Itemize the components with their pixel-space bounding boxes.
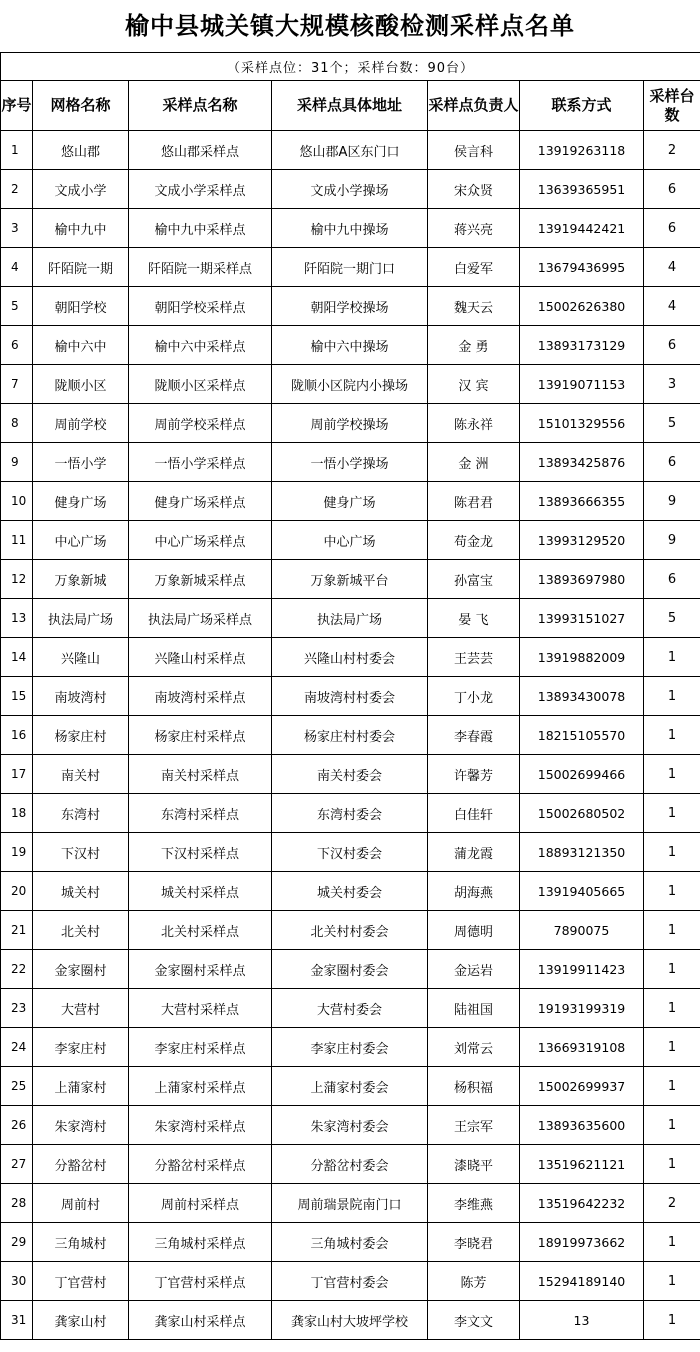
- cell-address: 南关村委会: [272, 755, 428, 794]
- cell-contact: 13993151027: [520, 599, 644, 638]
- cell-count: 1: [644, 1106, 700, 1145]
- table-row: [1, 599, 700, 638]
- cell-index: 10: [1, 482, 33, 521]
- cell-contact: 13893666355: [520, 482, 644, 521]
- cell-count: 6: [644, 560, 700, 599]
- table-row: [1, 209, 700, 248]
- cell-manager: 李晓君: [428, 1223, 520, 1262]
- cell-grid: 下汉村: [33, 833, 129, 872]
- cell-site: 丁官营村采样点: [129, 1262, 272, 1301]
- table-row: [1, 1067, 700, 1106]
- cell-address: 下汉村委会: [272, 833, 428, 872]
- cell-count: 6: [644, 326, 700, 365]
- cell-grid: 中心广场: [33, 521, 129, 560]
- table-row: [1, 755, 700, 794]
- cell-manager: 王芸芸: [428, 638, 520, 677]
- cell-contact: 7890075: [520, 911, 644, 950]
- cell-count: 4: [644, 287, 700, 326]
- cell-contact: 13919071153: [520, 365, 644, 404]
- cell-address: 阡陌院一期门口: [272, 248, 428, 287]
- cell-grid: 阡陌院一期: [33, 248, 129, 287]
- cell-count: 1: [644, 677, 700, 716]
- cell-count: 4: [644, 248, 700, 287]
- cell-address: 分豁岔村委会: [272, 1145, 428, 1184]
- cell-index: 28: [1, 1184, 33, 1223]
- cell-contact: 13919263118: [520, 131, 644, 170]
- cell-grid: 万象新城: [33, 560, 129, 599]
- header-row: [1, 81, 700, 131]
- cell-site: 文成小学采样点: [129, 170, 272, 209]
- cell-grid: 丁官营村: [33, 1262, 129, 1301]
- cell-count: 9: [644, 482, 700, 521]
- cell-contact: 13919405665: [520, 872, 644, 911]
- table-row: [1, 1028, 700, 1067]
- cell-contact: 18919973662: [520, 1223, 644, 1262]
- cell-index: 26: [1, 1106, 33, 1145]
- cell-index: 9: [1, 443, 33, 482]
- cell-contact: 13993129520: [520, 521, 644, 560]
- cell-count: 1: [644, 833, 700, 872]
- cell-manager: 刘常云: [428, 1028, 520, 1067]
- cell-index: 23: [1, 989, 33, 1028]
- cell-count: 6: [644, 170, 700, 209]
- cell-grid: 南坡湾村: [33, 677, 129, 716]
- cell-index: 29: [1, 1223, 33, 1262]
- cell-contact: 13639365951: [520, 170, 644, 209]
- cell-contact: 15294189140: [520, 1262, 644, 1301]
- cell-index: 7: [1, 365, 33, 404]
- cell-site: 周前村采样点: [129, 1184, 272, 1223]
- cell-manager: 苟金龙: [428, 521, 520, 560]
- cell-site: 三角城村采样点: [129, 1223, 272, 1262]
- table-row: [1, 950, 700, 989]
- table-row: [1, 560, 700, 599]
- cell-contact: 13893697980: [520, 560, 644, 599]
- cell-grid: 朱家湾村: [33, 1106, 129, 1145]
- cell-site: 悠山郡采样点: [129, 131, 272, 170]
- table-row: [1, 170, 700, 209]
- cell-manager: 侯言科: [428, 131, 520, 170]
- subtitle-row: [1, 53, 700, 81]
- cell-site: 龚家山村采样点: [129, 1301, 272, 1340]
- cell-manager: 王宗军: [428, 1106, 520, 1145]
- cell-address: 健身广场: [272, 482, 428, 521]
- cell-site: 周前学校采样点: [129, 404, 272, 443]
- cell-contact: 13519621121: [520, 1145, 644, 1184]
- cell-index: 5: [1, 287, 33, 326]
- cell-site: 杨家庄村采样点: [129, 716, 272, 755]
- header-count: 采样台数: [644, 81, 700, 131]
- cell-address: 上蒲家村委会: [272, 1067, 428, 1106]
- cell-site: 南坡湾村采样点: [129, 677, 272, 716]
- cell-count: 2: [644, 1184, 700, 1223]
- cell-manager: 丁小龙: [428, 677, 520, 716]
- table-row: [1, 521, 700, 560]
- cell-count: 1: [644, 794, 700, 833]
- cell-grid: 兴隆山: [33, 638, 129, 677]
- table-row: [1, 1301, 700, 1340]
- cell-index: 24: [1, 1028, 33, 1067]
- cell-contact: 13919911423: [520, 950, 644, 989]
- cell-manager: 陈芳: [428, 1262, 520, 1301]
- cell-index: 20: [1, 872, 33, 911]
- cell-index: 11: [1, 521, 33, 560]
- header-manager: 采样点负责人: [428, 81, 520, 131]
- cell-manager: 宋众贤: [428, 170, 520, 209]
- cell-manager: 许馨芳: [428, 755, 520, 794]
- cell-contact: 19193199319: [520, 989, 644, 1028]
- cell-address: 陇顺小区院内小操场: [272, 365, 428, 404]
- cell-count: 6: [644, 443, 700, 482]
- cell-index: 3: [1, 209, 33, 248]
- cell-contact: 18893121350: [520, 833, 644, 872]
- cell-contact: 15002626380: [520, 287, 644, 326]
- cell-address: 执法局广场: [272, 599, 428, 638]
- cell-contact: 13679436995: [520, 248, 644, 287]
- cell-grid: 三角城村: [33, 1223, 129, 1262]
- cell-manager: 蒋兴亮: [428, 209, 520, 248]
- cell-index: 1: [1, 131, 33, 170]
- cell-manager: 晏 飞: [428, 599, 520, 638]
- cell-grid: 朝阳学校: [33, 287, 129, 326]
- table-row: [1, 989, 700, 1028]
- cell-index: 12: [1, 560, 33, 599]
- cell-manager: 陈君君: [428, 482, 520, 521]
- cell-grid: 悠山郡: [33, 131, 129, 170]
- table-row: [1, 131, 700, 170]
- cell-site: 一悟小学采样点: [129, 443, 272, 482]
- cell-manager: 孙富宝: [428, 560, 520, 599]
- cell-address: 城关村委会: [272, 872, 428, 911]
- cell-address: 丁官营村委会: [272, 1262, 428, 1301]
- cell-site: 南关村采样点: [129, 755, 272, 794]
- cell-manager: 杨积福: [428, 1067, 520, 1106]
- cell-count: 3: [644, 365, 700, 404]
- cell-index: 18: [1, 794, 33, 833]
- cell-grid: 周前村: [33, 1184, 129, 1223]
- cell-manager: 蒲龙霞: [428, 833, 520, 872]
- cell-index: 16: [1, 716, 33, 755]
- cell-count: 1: [644, 1145, 700, 1184]
- cell-site: 万象新城采样点: [129, 560, 272, 599]
- table-row: [1, 287, 700, 326]
- cell-site: 城关村采样点: [129, 872, 272, 911]
- cell-count: 1: [644, 989, 700, 1028]
- cell-site: 北关村采样点: [129, 911, 272, 950]
- cell-index: 8: [1, 404, 33, 443]
- table-row: [1, 1184, 700, 1223]
- cell-contact: 13669319108: [520, 1028, 644, 1067]
- cell-site: 金家圈村采样点: [129, 950, 272, 989]
- cell-grid: 龚家山村: [33, 1301, 129, 1340]
- cell-address: 朝阳学校操场: [272, 287, 428, 326]
- table-row: [1, 1262, 700, 1301]
- cell-grid: 分豁岔村: [33, 1145, 129, 1184]
- cell-address: 朱家湾村委会: [272, 1106, 428, 1145]
- cell-contact: 15101329556: [520, 404, 644, 443]
- cell-count: 1: [644, 638, 700, 677]
- table-row: [1, 833, 700, 872]
- cell-grid: 北关村: [33, 911, 129, 950]
- cell-contact: 13893635600: [520, 1106, 644, 1145]
- cell-grid: 东湾村: [33, 794, 129, 833]
- cell-index: 6: [1, 326, 33, 365]
- cell-site: 榆中九中采样点: [129, 209, 272, 248]
- cell-grid: 金家圈村: [33, 950, 129, 989]
- cell-address: 榆中六中操场: [272, 326, 428, 365]
- cell-count: 1: [644, 1301, 700, 1340]
- cell-address: 榆中九中操场: [272, 209, 428, 248]
- subtitle: （采样点位：31个；采样台数：90台）: [1, 53, 700, 81]
- cell-contact: 13893425876: [520, 443, 644, 482]
- cell-grid: 李家庄村: [33, 1028, 129, 1067]
- cell-index: 27: [1, 1145, 33, 1184]
- header-grid: 网格名称: [33, 81, 129, 131]
- cell-address: 三角城村委会: [272, 1223, 428, 1262]
- cell-address: 龚家山村大坡坪学校: [272, 1301, 428, 1340]
- cell-count: 1: [644, 1067, 700, 1106]
- cell-count: 1: [644, 755, 700, 794]
- cell-grid: 大营村: [33, 989, 129, 1028]
- cell-manager: 金 洲: [428, 443, 520, 482]
- cell-site: 朝阳学校采样点: [129, 287, 272, 326]
- cell-manager: 李维燕: [428, 1184, 520, 1223]
- cell-index: 14: [1, 638, 33, 677]
- cell-site: 上蒲家村采样点: [129, 1067, 272, 1106]
- cell-site: 健身广场采样点: [129, 482, 272, 521]
- header-address: 采样点具体地址: [272, 81, 428, 131]
- cell-site: 东湾村采样点: [129, 794, 272, 833]
- cell-contact: 18215105570: [520, 716, 644, 755]
- table-row: [1, 365, 700, 404]
- cell-address: 东湾村委会: [272, 794, 428, 833]
- cell-contact: 15002699937: [520, 1067, 644, 1106]
- cell-contact: 15002699466: [520, 755, 644, 794]
- cell-grid: 榆中九中: [33, 209, 129, 248]
- cell-manager: 金运岩: [428, 950, 520, 989]
- cell-manager: 魏天云: [428, 287, 520, 326]
- cell-grid: 执法局广场: [33, 599, 129, 638]
- cell-site: 下汉村采样点: [129, 833, 272, 872]
- cell-grid: 上蒲家村: [33, 1067, 129, 1106]
- cell-index: 21: [1, 911, 33, 950]
- cell-grid: 一悟小学: [33, 443, 129, 482]
- cell-address: 周前瑞景院南门口: [272, 1184, 428, 1223]
- cell-manager: 陆祖国: [428, 989, 520, 1028]
- cell-address: 南坡湾村村委会: [272, 677, 428, 716]
- cell-grid: 榆中六中: [33, 326, 129, 365]
- table-row: [1, 1145, 700, 1184]
- sampling-sites-table: [0, 52, 700, 1340]
- cell-address: 李家庄村委会: [272, 1028, 428, 1067]
- cell-grid: 周前学校: [33, 404, 129, 443]
- table-row: [1, 443, 700, 482]
- cell-count: 1: [644, 872, 700, 911]
- cell-address: 杨家庄村村委会: [272, 716, 428, 755]
- cell-grid: 陇顺小区: [33, 365, 129, 404]
- cell-address: 金家圈村委会: [272, 950, 428, 989]
- cell-index: 17: [1, 755, 33, 794]
- cell-count: 1: [644, 950, 700, 989]
- cell-manager: 漆晓平: [428, 1145, 520, 1184]
- cell-count: 1: [644, 1223, 700, 1262]
- cell-address: 周前学校操场: [272, 404, 428, 443]
- cell-site: 朱家湾村采样点: [129, 1106, 272, 1145]
- table-row: [1, 248, 700, 287]
- cell-contact: 13893173129: [520, 326, 644, 365]
- cell-contact: 13919442421: [520, 209, 644, 248]
- cell-manager: 白爱军: [428, 248, 520, 287]
- cell-address: 万象新城平台: [272, 560, 428, 599]
- cell-count: 2: [644, 131, 700, 170]
- cell-manager: 李春霞: [428, 716, 520, 755]
- cell-address: 北关村村委会: [272, 911, 428, 950]
- cell-address: 大营村委会: [272, 989, 428, 1028]
- cell-index: 15: [1, 677, 33, 716]
- table-row: [1, 1223, 700, 1262]
- cell-site: 榆中六中采样点: [129, 326, 272, 365]
- cell-count: 1: [644, 1262, 700, 1301]
- cell-manager: 白佳轩: [428, 794, 520, 833]
- cell-index: 25: [1, 1067, 33, 1106]
- cell-address: 悠山郡A区东门口: [272, 131, 428, 170]
- cell-index: 13: [1, 599, 33, 638]
- cell-count: 5: [644, 404, 700, 443]
- table-row: [1, 326, 700, 365]
- cell-manager: 陈永祥: [428, 404, 520, 443]
- cell-contact: 13: [520, 1301, 644, 1340]
- cell-site: 中心广场采样点: [129, 521, 272, 560]
- cell-grid: 健身广场: [33, 482, 129, 521]
- table-row: [1, 794, 700, 833]
- cell-site: 阡陌院一期采样点: [129, 248, 272, 287]
- cell-contact: 15002680502: [520, 794, 644, 833]
- cell-site: 陇顺小区采样点: [129, 365, 272, 404]
- table-row: [1, 677, 700, 716]
- document-title: 榆中县城关镇大规模核酸检测采样点名单: [125, 11, 575, 40]
- cell-grid: 杨家庄村: [33, 716, 129, 755]
- cell-manager: 汉 宾: [428, 365, 520, 404]
- cell-manager: 金 勇: [428, 326, 520, 365]
- cell-count: 1: [644, 911, 700, 950]
- cell-site: 分豁岔村采样点: [129, 1145, 272, 1184]
- table-row: [1, 404, 700, 443]
- table-row: [1, 716, 700, 755]
- cell-contact: 13893430078: [520, 677, 644, 716]
- table-row: [1, 638, 700, 677]
- cell-address: 文成小学操场: [272, 170, 428, 209]
- cell-address: 兴隆山村村委会: [272, 638, 428, 677]
- header-contact: 联系方式: [520, 81, 644, 131]
- table-row: [1, 872, 700, 911]
- table-row: [1, 1106, 700, 1145]
- table-row: [1, 482, 700, 521]
- cell-grid: 城关村: [33, 872, 129, 911]
- cell-count: 5: [644, 599, 700, 638]
- cell-manager: 胡海燕: [428, 872, 520, 911]
- cell-site: 大营村采样点: [129, 989, 272, 1028]
- cell-count: 6: [644, 209, 700, 248]
- cell-site: 执法局广场采样点: [129, 599, 272, 638]
- cell-count: 1: [644, 1028, 700, 1067]
- cell-address: 中心广场: [272, 521, 428, 560]
- header-site: 采样点名称: [129, 81, 272, 131]
- cell-index: 22: [1, 950, 33, 989]
- table-row: [1, 911, 700, 950]
- cell-index: 30: [1, 1262, 33, 1301]
- cell-count: 9: [644, 521, 700, 560]
- cell-index: 31: [1, 1301, 33, 1340]
- cell-grid: 文成小学: [33, 170, 129, 209]
- cell-index: 4: [1, 248, 33, 287]
- cell-site: 李家庄村采样点: [129, 1028, 272, 1067]
- cell-index: 2: [1, 170, 33, 209]
- cell-manager: 周德明: [428, 911, 520, 950]
- cell-grid: 南关村: [33, 755, 129, 794]
- cell-contact: 13919882009: [520, 638, 644, 677]
- cell-manager: 李文文: [428, 1301, 520, 1340]
- cell-address: 一悟小学操场: [272, 443, 428, 482]
- header-index: 序号: [1, 81, 33, 131]
- cell-contact: 13519642232: [520, 1184, 644, 1223]
- cell-site: 兴隆山村采样点: [129, 638, 272, 677]
- cell-index: 19: [1, 833, 33, 872]
- cell-count: 1: [644, 716, 700, 755]
